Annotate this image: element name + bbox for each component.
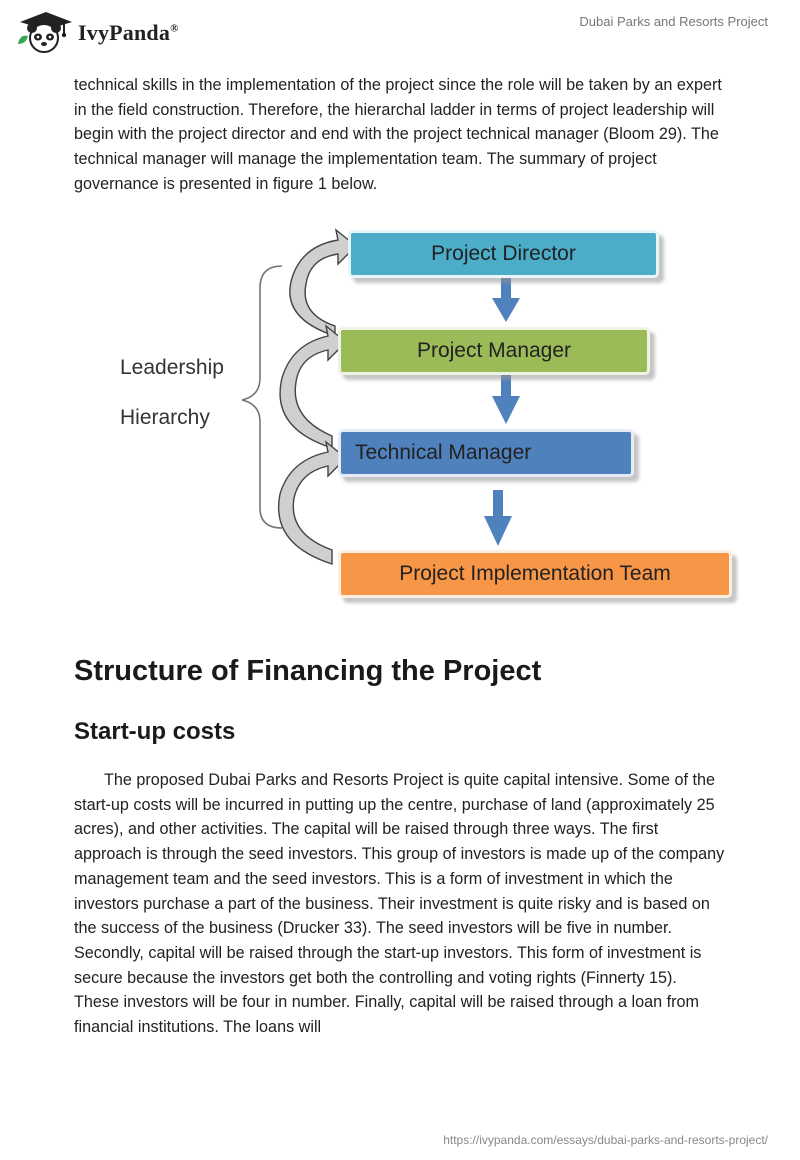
- down-arrow-icon: [492, 374, 520, 424]
- down-arrow-icon: [484, 490, 512, 546]
- implementation-team-box: Project Implementation Team: [338, 550, 732, 598]
- ivypanda-logo-icon[interactable]: [14, 8, 74, 54]
- curved-arrow-icon: [280, 326, 346, 448]
- subsection-heading: Start-up costs: [74, 718, 236, 745]
- brand-name[interactable]: IvyPanda®: [78, 20, 179, 45]
- startup-costs-paragraph: The proposed Dubai Parks and Resorts Project is quite capital intensive. Some of the start-up costs will be incurred in putting up the centre, purchase of land (approximately 25 acres), and other activities. The capital will be raised through three ways. The first approach is through the seed investors. This group of investors is made up of the company management team and the seed investors. This is a form of investment in which the investors purchase a part of the business. Their investment is quite risky and is based on the success of the business (Drucker 33). The seed investors will be five in number. Secondly, capital will be raised through the start-up investors. This form of investment is secure because the investors get both the controlling and voting rights (Finnerty 15). These investors will be four in number. Finally, capital will be raised through a loan from financial institutions. The loans will: [74, 771, 725, 1037]
- curved-arrow-icon: [279, 442, 346, 564]
- curly-brace: [242, 266, 282, 528]
- leadership-hierarchy-figure: [110, 218, 740, 618]
- project-manager-box: Project Manager: [338, 327, 650, 375]
- section-heading: Structure of Financing the Project: [74, 655, 542, 687]
- document-title: Dubai Parks and Resorts Project: [579, 14, 768, 29]
- technical-manager-box: Technical Manager: [338, 429, 634, 477]
- page-header: [0, 0, 800, 60]
- down-arrow-icon: [492, 276, 520, 322]
- intro-paragraph: technical skills in the implementation of the project since the role will be taken by an expert in the field construction. Therefore, the hierarchal ladder in terms of project leadership will begin with the project director and end with the project technical manager (Bloom 29). The technical manager will manage the implementation team. The summary of project governance is presented in figure 1 below.: [74, 76, 722, 193]
- source-url-link[interactable]: https://ivypanda.com/essays/dubai-parks-and-resorts-project/: [443, 1133, 768, 1147]
- leadership-label: Leadership: [120, 356, 224, 379]
- curved-arrow-icon: [290, 230, 356, 336]
- project-director-box: Project Director: [348, 230, 659, 278]
- hierarchy-label: Hierarchy: [120, 406, 210, 429]
